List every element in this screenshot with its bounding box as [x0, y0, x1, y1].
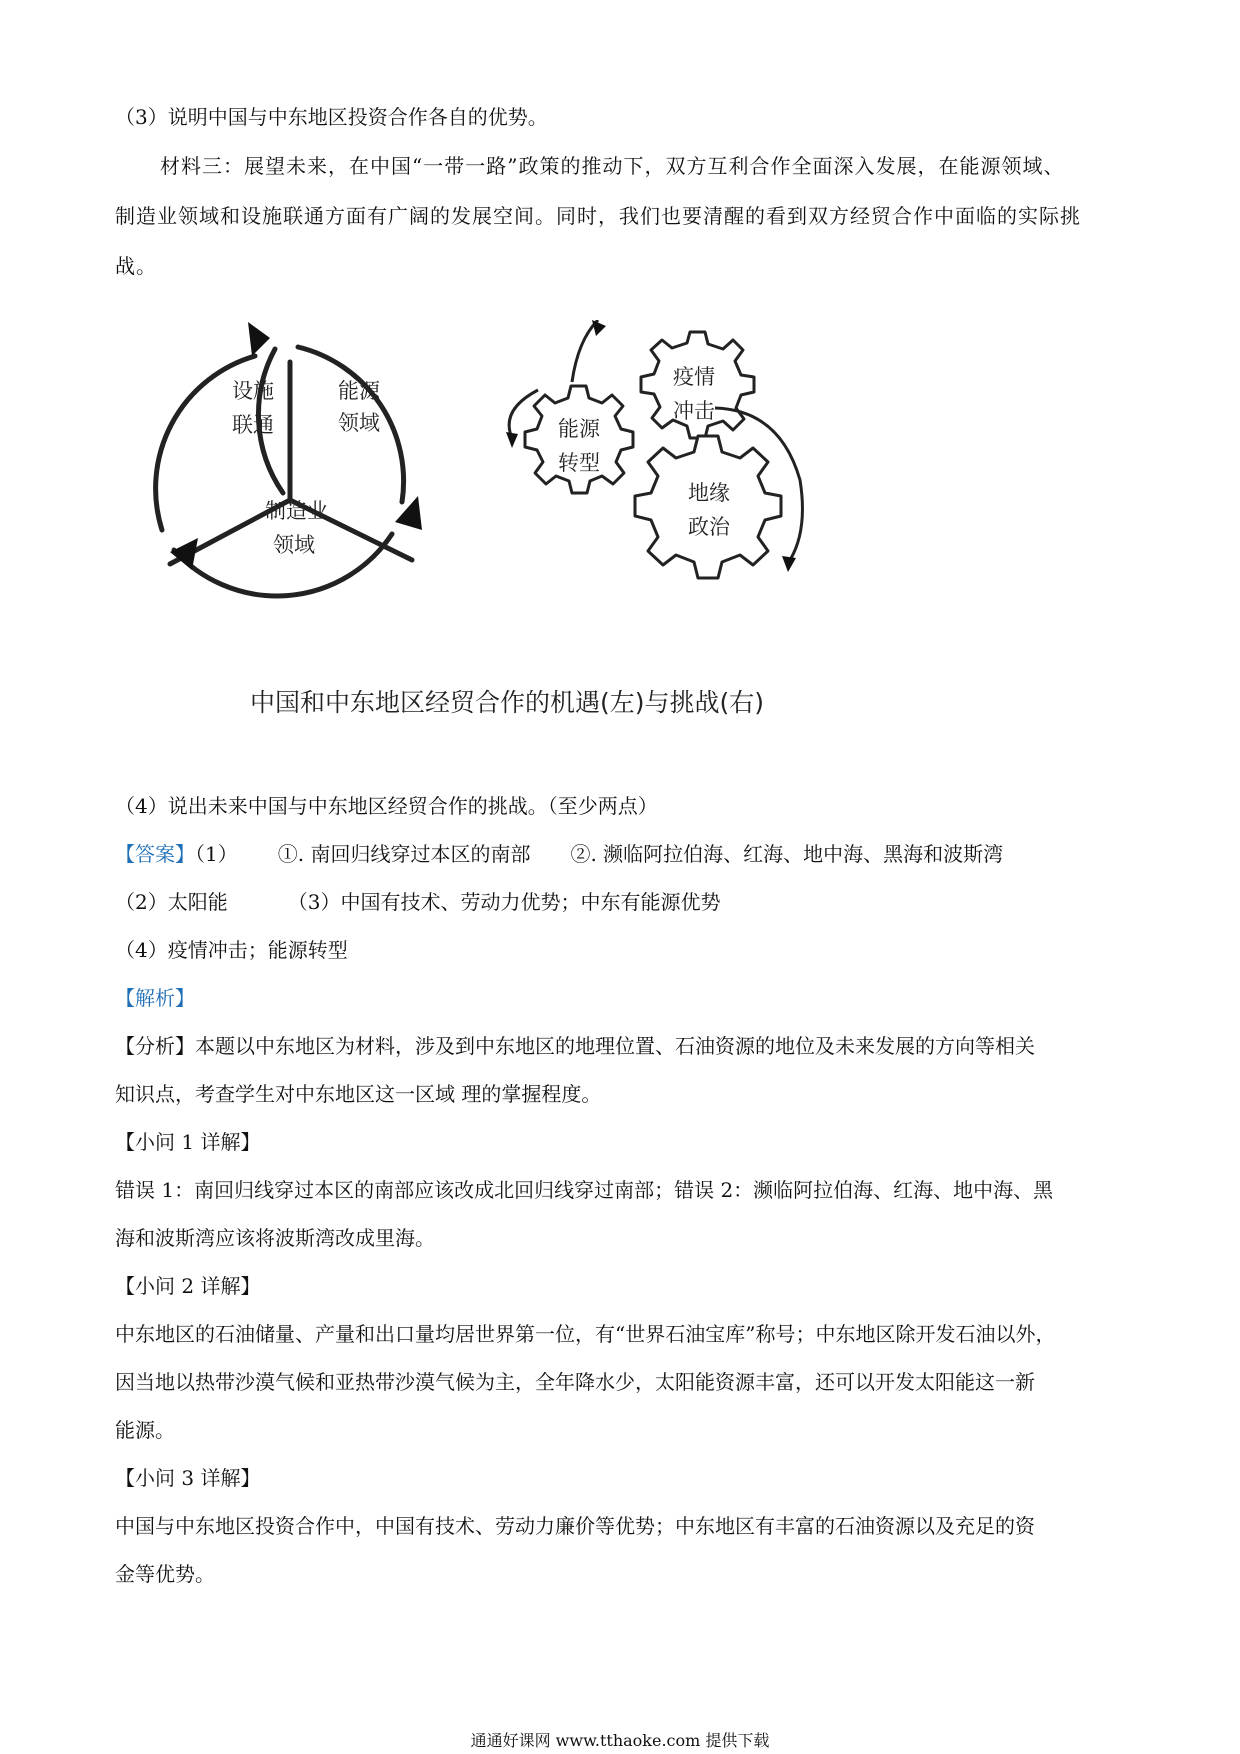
answer-1-a: ①. 南回归线穿过本区的南部: [277, 842, 531, 866]
q1-detail-2: 海和波斯湾应该将波斯湾改成里海。: [115, 1226, 435, 1250]
arrow-up-curve: [572, 320, 598, 382]
answer-line-1: [115, 840, 1003, 868]
label-energy-transition-1: 能源: [558, 417, 600, 441]
q1-detail-title: 【小问 1 详解】: [115, 1130, 261, 1154]
q2-detail-2: 因当地以热带沙漠气候和亚热带沙漠气候为主，全年降水少，太阳能资源丰富，还可以开发太阳能这一新: [115, 1370, 1035, 1394]
arrow-head-up: [592, 320, 606, 336]
answer-line-3: （4）疫情冲击；能源转型: [115, 938, 348, 962]
analysis-fenxi-2: 知识点，考查学生对中东地区这一区域 理的掌握程度。: [115, 1082, 602, 1106]
cooperation-figure: [140, 320, 940, 660]
label-geopolitics-1: 地缘: [688, 481, 730, 505]
q3-detail-2: 金等优势。: [115, 1562, 215, 1586]
analysis-label: 【解析】: [115, 986, 195, 1010]
q3-detail-title: 【小问 3 详解】: [115, 1466, 261, 1490]
analysis-fenxi-1: 【分析】本题以中东地区为材料，涉及到中东地区的地理位置、石油资源的地位及未来发展的方向等相关: [115, 1034, 1035, 1058]
label-epidemic-1: 疫情: [673, 365, 715, 389]
figure-caption: 中国和中东地区经贸合作的机遇(左)与挑战(右): [250, 688, 765, 717]
arrow-head-right: [395, 496, 422, 530]
page-footer: 通通好课网 www.tthaoke.com 提供下载: [470, 1731, 770, 1750]
gear-geopolitics: [635, 436, 781, 578]
label-manufacturing-1: 制造业: [265, 499, 328, 523]
label-epidemic-2: 冲击: [673, 399, 715, 423]
label-facilities-1: 设施: [232, 379, 274, 403]
q2-detail-1: 中东地区的石油储量、产量和出口量均居世界第一位，有“世界石油宝库”称号；中东地区除开发石油以外，: [115, 1322, 1056, 1346]
q2-detail-title: 【小问 2 详解】: [115, 1274, 261, 1298]
label-manufacturing-2: 领域: [273, 533, 315, 557]
question-3: （3）说明中国与中东地区投资合作各自的优势。: [115, 105, 548, 129]
label-geopolitics-2: 政治: [688, 515, 730, 539]
label-energy-transition-2: 转型: [558, 451, 600, 475]
label-energy-2: 领域: [338, 411, 380, 435]
answer-3: （3）中国有技术、劳动力优势；中东有能源优势: [287, 890, 721, 914]
q2-detail-3: 能源。: [115, 1418, 175, 1442]
answer-label: 【答案】: [115, 842, 195, 866]
arrow-head-top: [248, 322, 270, 356]
label-facilities-2: 联通: [232, 413, 274, 437]
q1-detail-1: 错误 1：南回归线穿过本区的南部应该改成北回归线穿过南部；错误 2：濒临阿拉伯海、红海、地中海、黑: [115, 1178, 1054, 1202]
answer-1-b: ②. 濒临阿拉伯海、红海、地中海、黑海和波斯湾: [570, 842, 1004, 866]
arrow-head-down-right: [782, 556, 796, 572]
material-3-line-3: 战。: [115, 254, 157, 278]
answer-1-prefix: （1）: [195, 842, 238, 866]
material-3-line-1: 材料三：展望未来，在中国“一带一路”政策的推动下，双方互利合作全面深入发展，在能源领域、: [160, 154, 1065, 178]
answer-2: （2）太阳能: [115, 890, 228, 914]
answer-line-2: [115, 888, 720, 916]
arrow-head-down-left: [506, 432, 518, 448]
label-energy-1: 能源: [338, 379, 380, 403]
question-4: （4）说出未来中国与中东地区经贸合作的挑战。（至少两点）: [115, 794, 658, 818]
material-3-line-2: 制造业领域和设施联通方面有广阔的发展空间。同时，我们也要清醒的看到双方经贸合作中面临的实际挑: [115, 204, 1081, 228]
q3-detail-1: 中国与中东地区投资合作中，中国有技术、劳动力廉价等优势；中东地区有丰富的石油资源以及充足的资: [115, 1514, 1035, 1538]
